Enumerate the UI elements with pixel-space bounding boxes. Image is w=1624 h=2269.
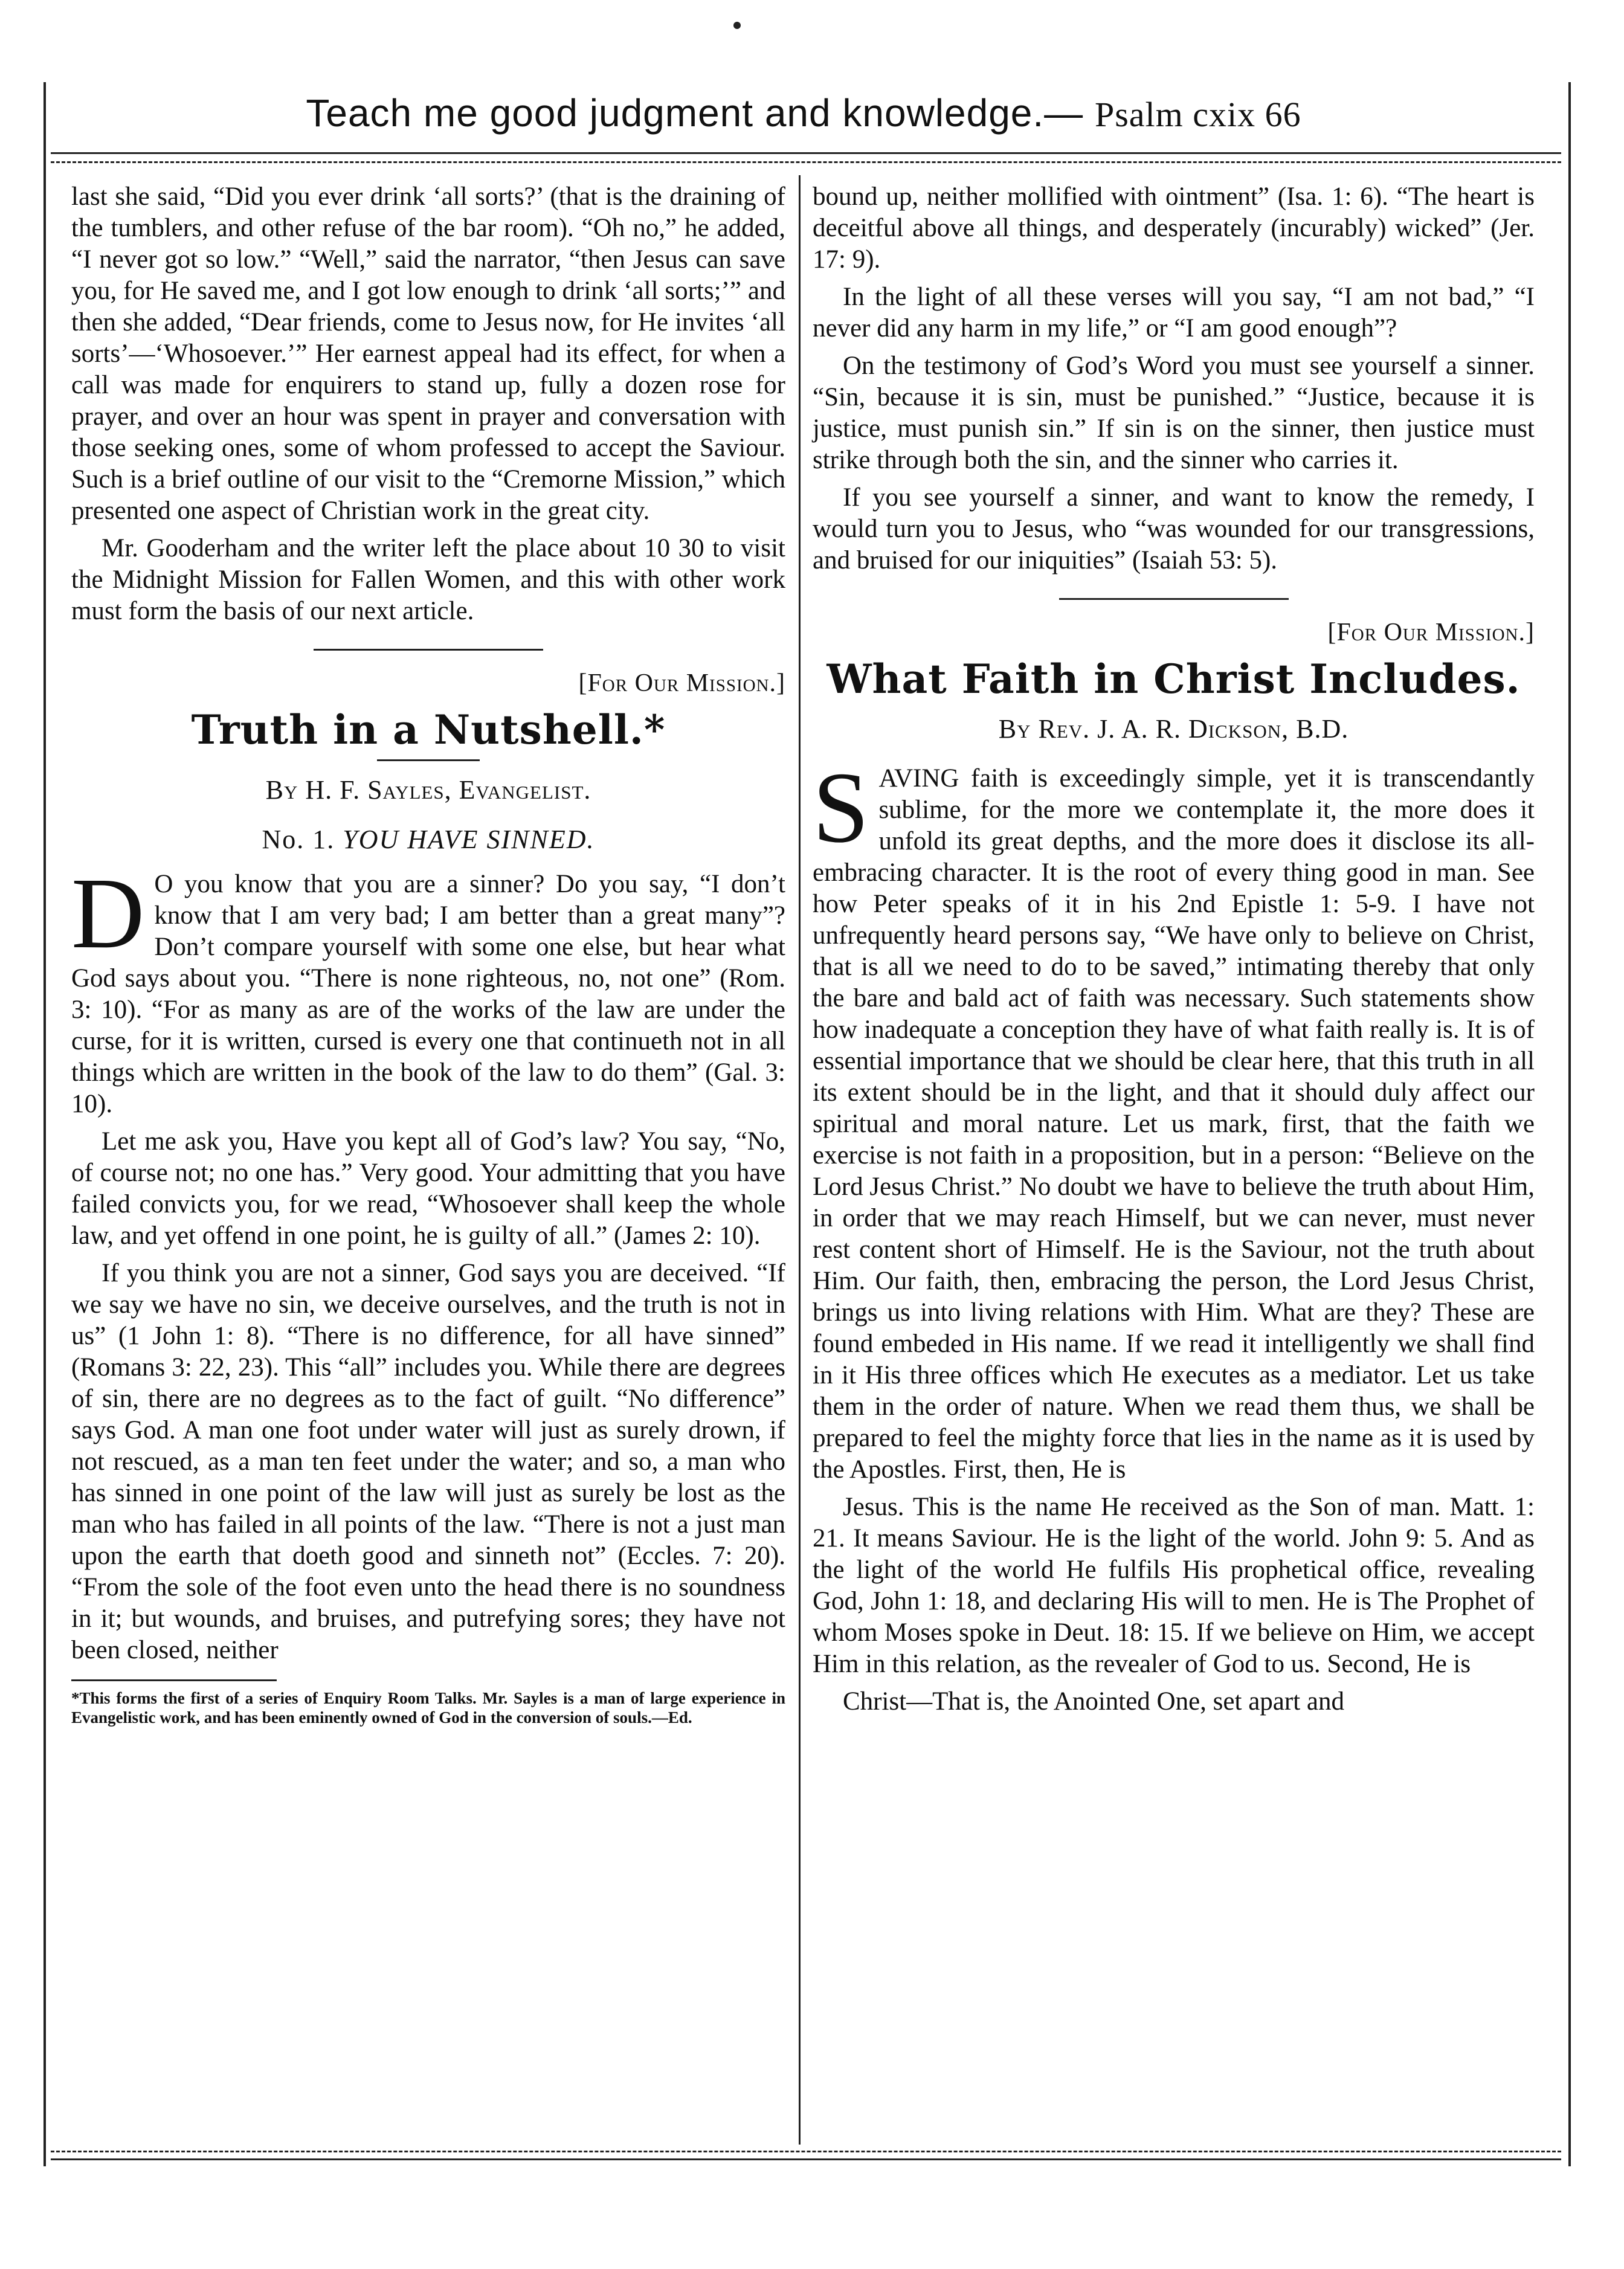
article-paragraph: If you think you are not a sinner, God says you are deceived. “If we say we have no sin, we deceive ourselves, and the truth is not in us” (1 John 1: 8). “There is no difference, for all have sinned” (Romans 3: 22, 23). This “all” includes you. While there are degrees of sin, there are no degrees as to the fact of guilt. “No difference” says God. A man one foot under water will just as surely drown, if not rescued, as a man ten feet under the water; and so, a man who has sinned in one point of the law will just as surely be lost as the man who has failed in all points of the law. “There is not a just man upon the earth that doeth good and sinneth not” (Eccles. 7: 20). “From the sole of the foot even unto the head there is no soundness in it; but wounds, and bruises, and putrefying sores; they have not been closed, neither — [71, 1259, 785, 1664]
header-rule — [51, 152, 1561, 163]
subhead-number: No. 1. — [262, 825, 335, 854]
article-byline: By Rev. J. A. R. Dickson, B.D. — [998, 714, 1349, 744]
mission-tag: [For Our Mission.] — [578, 669, 785, 697]
title-rule — [377, 759, 480, 761]
article-paragraph — [813, 752, 1535, 1485]
continuation-paragraph: last she said, “Did you ever drink ‘all sorts?’ (that is the draining of the tumblers, and other refuse of the bar room). “Oh no,” he added, “I never got so low.” “Well,” said the narrator, “then Jesus can save you, for He saved me, and I got low enough to drink ‘all sorts;’” and then she added, “Dear friends, come to Jesus now, for He invites ‘all sorts’—‘Whosoever.’” Her earnest appeal had its effect, for when a call was made for enquirers to stand up, fully a dozen rose for prayer, and over an hour was spent in prayer and conversation with those seeking ones, some of whom professed to accept the Saviour. Such is a brief outline of our visit to the “Cremorne Mission,” which presented one aspect of Christian work in the great city. — [71, 182, 785, 525]
article-byline: By H. F. Sayles, Evangelist. — [265, 775, 591, 805]
left-column — [71, 181, 785, 1727]
article-subhead — [71, 824, 785, 855]
article-title: What Faith in Christ Includes. — [826, 655, 1521, 703]
article-paragraph: Let me ask you, Have you kept all of God’s law? You say, “No, of course not; no one has.” Very good. Your admitting that you have failed convicts you, for we read, “Whosoever shall keep the whole law, and yet offend in one point, he is guilty of all.” (James 2: 10). — [71, 1127, 785, 1250]
continuation-paragraph: Mr. Gooderham and the writer left the place about 10 30 to visit the Midnight Mission for Fallen Women, and this with other work must form the basis of our next article. — [71, 534, 785, 625]
continuation-paragraph: If you see yourself a sinner, and want to know the remedy, I would turn you to Jesus, who “was wounded for our transgressions, and bruised for our iniquities” (Isaiah 53: 5). — [813, 483, 1535, 574]
article-separator — [314, 649, 543, 651]
article-paragraph — [71, 857, 785, 1120]
page-header — [48, 91, 1559, 135]
column-divider — [799, 175, 801, 2145]
drop-cap: D — [71, 857, 145, 970]
footnote: *This forms the first of a series of Enquiry Room Talks. Mr. Sayles is a man of large experience in Evangelistic work, and has been eminently owned of God in the conversion of souls.—Ed. — [71, 1689, 785, 1727]
article-paragraph: Christ—That is, the Anointed One, set apart and — [843, 1687, 1344, 1716]
right-column — [813, 181, 1535, 1723]
continuation-paragraph: On the testimony of God’s Word you must see yourself a sinner. “Sin, because it is sin, must be punished.” “Justice, because it is justice, must punish sin.” If sin is on the sinner, then justice must strike through both the sin, and the sinner who carries it. — [813, 352, 1535, 474]
article-title: Truth in a Nutshell.* — [191, 706, 666, 753]
ink-dot — [733, 22, 741, 29]
continuation-paragraph: bound up, neither mollified with ointment” (Isa. 1: 6). “The heart is deceitful above all things, and desperately (incurably) wicked” (Jer. 17: 9). — [813, 182, 1535, 274]
footnote-rule — [71, 1679, 277, 1681]
mission-tag: [For Our Mission.] — [1327, 619, 1535, 646]
article-paragraph: Jesus. This is the name He received as the Son of man. Matt. 1: 21. It means Saviour. He is the light of the world. John 9: 5. And as the light of the world He fulfils His prophetical office, revealing God, John 1: 18, and declaring His will to men. He is The Prophet of whom Moses spoke in Deut. 18: 15. If we believe on Him, we accept Him in this relation, as the revealer of God to us. Second, He is — [813, 1493, 1535, 1678]
continuation-paragraph: In the light of all these verses will you say, “I am not bad,” “I never did any harm in my life,” or “I am good enough”? — [813, 283, 1535, 343]
drop-cap: S — [813, 752, 869, 864]
paragraph-text: AVING faith is exceedingly simple, yet it is transcendantly sublime, for the more we contemplate it, the more does it unfold its great depths, and the more does it disclose its all-embracing character. It is the root of every thing good in man. See how Peter speaks of it in his 2nd Epistle 1: 5-9. I have not unfrequently heard persons say, “We have only to believe on Christ, that is all we need to do to be saved,” intimating thereby that only the bare and bald act of faith was necessary. Such statements show how inadequate a conception they have of what faith really is. It is of essential importance that we should be clear here, that this truth in all its extent should be in the light, and that it should duly affect our spiritual and moral nature. Let us mark, first, that the faith we exercise is not faith in a proposition, but in a person: “Believe on the Lord Jesus Christ.” No doubt we have to believe the truth about Him, in order that we may reach Himself, but we can never, must never rest content short of Himself. He is the Saviour, not the truth about Him. Our faith, then, embracing the person, the Lord Jesus Christ, brings us into living relations with Him. What are they? These are found embeded in His name. If we read it intelligently we shall find in it His three offices which He executes as a mediator. Let us take them in the order of nature. When we read them thus, we shall be prepared to feel the mighty force that lies in the name as it is used by the Apostles. First, then, He is — [813, 764, 1535, 1484]
footer-rule — [51, 2151, 1561, 2160]
header-title: Teach me good judgment and knowledge.— — [306, 91, 1084, 135]
header-reference: Psalm cxix 66 — [1094, 95, 1301, 134]
subhead-text: YOU HAVE SINNED. — [343, 825, 595, 854]
paragraph-text: O you know that you are a sinner? Do you say, “I don’t know that I am very bad; I am better than a great many”? Don’t compare yourself with some one else, but hear what God says about you. “There is none righteous, no, not one” (Rom. 3: 10). “For as many as are of the works of the law are under the curse, for it is written, cursed is every one that continueth not in all things which are written in the book of the law to do them” (Gal. 3: 10). — [71, 870, 785, 1118]
article-separator — [1059, 598, 1289, 600]
